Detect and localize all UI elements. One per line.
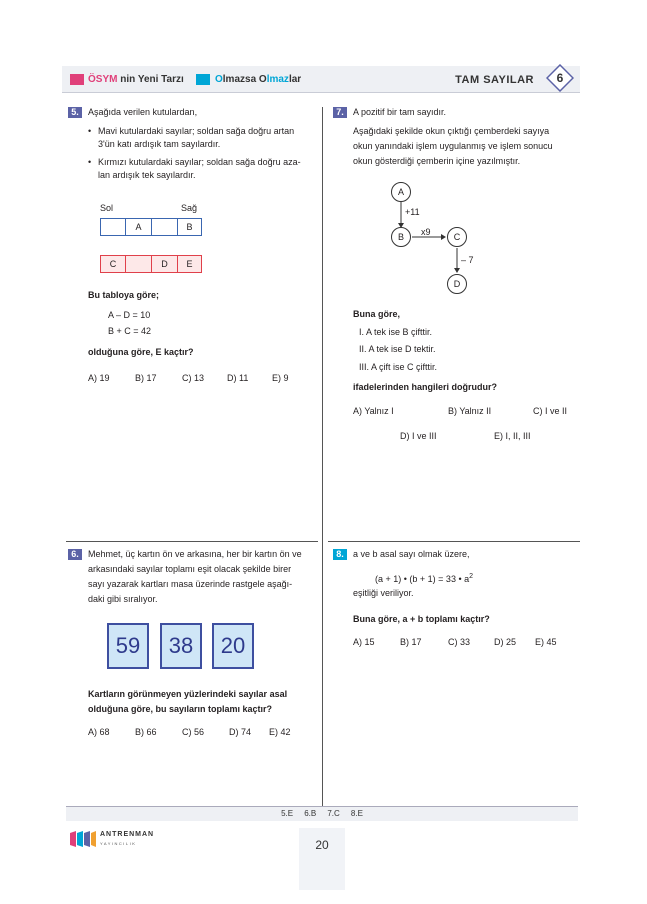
red-boxes-row [101, 255, 202, 273]
q5-bullet1-l2: 3'ün katı ardışık tam sayılardır. [98, 139, 221, 149]
card-3: 20 [212, 623, 254, 669]
q7-option-a[interactable]: A) Yalnız I [353, 406, 394, 416]
page-badge: 6 [546, 64, 574, 92]
node-c: C [447, 227, 467, 247]
op-times-9: x9 [421, 227, 431, 237]
question-divider [328, 541, 580, 542]
q7-line4: okun gösterdiği çemberin içine yazılmıştır. [353, 156, 521, 166]
q8-option-b[interactable]: B) 17 [400, 637, 422, 647]
q5-option-b[interactable]: B) 17 [135, 373, 157, 383]
label-sag: Sağ [181, 203, 198, 213]
bullet-icon: • [88, 157, 92, 167]
header-tag-olmazsa: Olmazsa Olmazlar [215, 74, 302, 85]
answer-key-bar [66, 806, 578, 821]
q5-eq2: B + C = 42 [108, 326, 152, 336]
pink-square-icon [70, 74, 84, 85]
q7-stmt1: I. A tek ise B çifttir. [359, 327, 433, 337]
q5-option-d[interactable]: D) 11 [227, 373, 249, 383]
q5-eq1: A – D = 10 [108, 310, 151, 320]
header-tag-osym: ÖSYM nin Yeni Tarzı [88, 74, 184, 85]
red-box: D [151, 255, 178, 273]
q8-line1: a ve b asal sayı olmak üzere, [353, 549, 470, 559]
q6-text-l1: Mehmet, üç kartın ön ve arkasına, her bir kartın ön ve [88, 549, 302, 559]
red-box [125, 255, 152, 273]
red-box: E [177, 255, 202, 273]
q7-line2: Aşağıdaki şekilde okun çıktığı çemberdeki sayıya [353, 126, 550, 136]
op-minus-7: – 7 [461, 255, 474, 265]
q8-option-a[interactable]: A) 15 [353, 637, 375, 647]
blue-box [151, 218, 178, 236]
antrenman-logo-icon [70, 829, 96, 849]
q5-question: olduğuna göre, E kaçtır? [88, 347, 194, 357]
q7-line3: okun yanındaki işlem uygulanmış ve işlem sonucu [353, 141, 553, 151]
q7-option-e[interactable]: E) I, II, III [494, 431, 531, 441]
q6-option-a[interactable]: A) 68 [88, 727, 110, 737]
card-1: 59 [107, 623, 149, 669]
bullet-icon: • [88, 126, 92, 136]
node-b: B [391, 227, 411, 247]
page-header [62, 66, 580, 93]
q5-option-e[interactable]: E) 9 [272, 373, 289, 383]
page-number: 20 [315, 838, 329, 852]
card-2: 38 [160, 623, 202, 669]
q8-question: Buna göre, a + b toplamı kaçtır? [353, 614, 490, 624]
label-sol: Sol [100, 203, 114, 213]
q5-bullet2-l1: Kırmızı kutulardaki sayılar; soldan sağa doğru aza- [98, 157, 301, 167]
q8-option-e[interactable]: E) 45 [535, 637, 557, 647]
q8-line3: eşitliği veriliyor. [353, 588, 414, 598]
node-d: D [447, 274, 467, 294]
arrow-head-icon [454, 268, 460, 273]
q5-bullet2-l2: lan ardışık tek sayılardır. [98, 170, 196, 180]
q6-number: 6. [68, 549, 82, 560]
publisher-logo: ANTRENMAN YAYINCILIK [70, 829, 160, 851]
red-box: C [100, 255, 126, 273]
q6-text-l2: arkasındaki sayılar toplamı eşit olacak şekilde birer [88, 564, 292, 574]
q5-bullet1-l1: Mavi kutulardaki sayılar; soldan sağa doğru artan [98, 126, 295, 136]
arrow-head-icon [441, 234, 446, 240]
question-divider [66, 541, 318, 542]
q6-text-l4: daki gibi sıralıyor. [88, 594, 158, 604]
q7-stmt3: III. A çift ise C çifttir. [359, 362, 438, 372]
q6-option-e[interactable]: E) 42 [269, 727, 291, 737]
q6-option-b[interactable]: B) 66 [135, 727, 157, 737]
q7-question: ifadelerinden hangileri doğrudur? [353, 382, 498, 392]
q7-line1: A pozitif bir tam sayıdır. [353, 107, 447, 117]
q5-number: 5. [68, 107, 82, 118]
cyan-square-icon [196, 74, 210, 85]
q7-given-title: Buna göre, [353, 309, 401, 319]
node-a: A [391, 182, 411, 202]
blue-box [100, 218, 126, 236]
q7-stmt2: II. A tek ise D tektir. [359, 344, 436, 354]
q8-option-c[interactable]: C) 33 [448, 637, 471, 647]
answer-key: 5.E 6.B 7.C 8.E [281, 809, 363, 818]
page-number-box [299, 828, 345, 890]
q7-option-d[interactable]: D) I ve III [400, 431, 437, 441]
q5-intro: Aşağıda verilen kutulardan, [88, 107, 198, 117]
blue-box: A [125, 218, 152, 236]
q5-given-title: Bu tabloya göre; [88, 290, 160, 300]
q7-number: 7. [333, 107, 347, 118]
section-title: TAM SAYILAR [455, 74, 534, 86]
q8-equation: (a + 1) • (b + 1) = 33 • $a^2$ [375, 573, 474, 584]
blue-box: B [177, 218, 202, 236]
q5-option-a[interactable]: A) 19 [88, 373, 110, 383]
q5-option-c[interactable]: C) 13 [182, 373, 205, 383]
q6-option-c[interactable]: C) 56 [182, 727, 205, 737]
q6-question-l2: olduğuna göre, bu sayıların toplamı kaçtır? [88, 704, 273, 714]
q8-option-d[interactable]: D) 25 [494, 637, 517, 647]
q7-option-b[interactable]: B) Yalnız II [448, 406, 492, 416]
blue-boxes-row [101, 218, 202, 236]
column-divider [322, 107, 323, 806]
q6-question-l1: Kartların görünmeyen yüzlerindeki sayılar asal [88, 689, 288, 699]
q7-option-c[interactable]: C) I ve II [533, 406, 568, 416]
q6-option-d[interactable]: D) 74 [229, 727, 252, 737]
op-plus-11: +11 [405, 207, 420, 217]
q8-number: 8. [333, 549, 347, 560]
q6-text-l3: sayı yazarak kartları masa üzerinde rastgele aşağı- [88, 579, 293, 589]
